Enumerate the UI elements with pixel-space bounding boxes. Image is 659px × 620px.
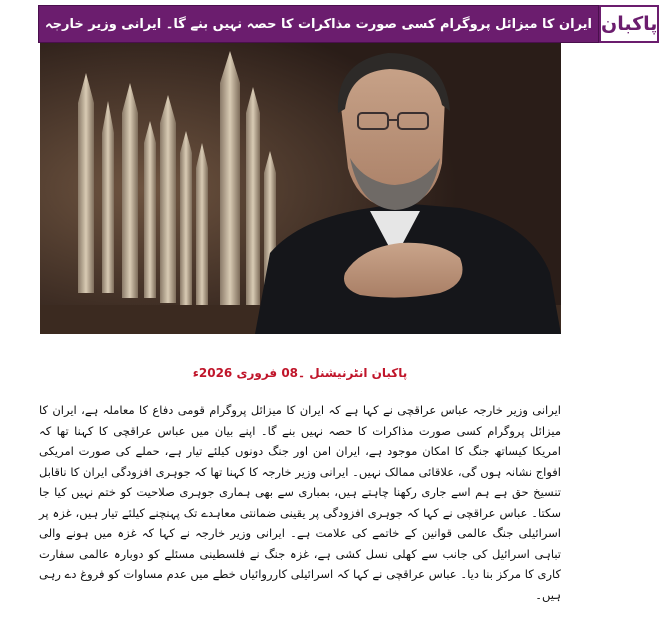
missile <box>180 131 192 305</box>
brand-logo: پاکبان <box>601 13 658 35</box>
header-banner <box>38 5 658 43</box>
dateline: پاکبان انٹرنیشنل ۔08 فروری 2026ء <box>192 366 408 380</box>
article-body: ایرانی وزیر خارجہ عباس عراقچی نے کہا ہے کہ ایران کا میزائل پروگرام قومی دفاع کا معاملہ ہے، ایران کا میزائل پروگرام کسی صورت مذاکرات کا حصہ نہیں بنے گا۔ اپنے بیان میں عباس عراقچی کا کہنا تھا کہ امریکا کیساتھ جنگ کا امکان موجود ہے، ایران امن اور جنگ دونوں کیلئے تیار ہے، حملے کی صورت امریکی افواج نشانہ ہوں گی، علاقائی ممالک نہیں۔ ایرانی وزیر خارجہ کا کہنا تھا کہ جوہری افزودگی ایران کا ناقابل تنسیخ حق ہے ہم اسے جاری رکھنا چاہتے ہیں، بمباری سے بھی ہماری جوہری صلاحیت کو ختم نہیں کیا جا سکتا۔ عباس عراقچی نے کہا کہ جوہری افزودگی پر یقینی ضمانتی معاہدے تک پہنچنے کیلئے تیار ہیں، غزہ پر اسرائیلی جنگ عالمی قوانین کے خاتمے کی علامت ہے۔ ایرانی وزیر خارجہ نے کہا کہ غزہ میں ہونے والی تباہی اسرائیل کی جانب سے کھلی نسل کشی ہے، غزہ جنگ نے فلسطینی مسئلے کو دوبارہ عالمی سفارت کاری کا مرکز بنا دیا۔ عباس عراقچی نے کہا کہ اسرائیلی کارروائیاں خطے میں عدم مساوات کو فروغ دے رہی ہیں۔ <box>39 403 561 602</box>
headline-text: ایران کا میزائل پروگرام کسی صورت مذاکرات کا حصہ نہیں بنے گا۔ ایرانی وزیر خارجہ <box>45 16 592 32</box>
missile <box>220 51 240 311</box>
missile <box>144 121 156 298</box>
missile <box>246 87 260 311</box>
photo-illustration <box>40 43 561 334</box>
missile <box>160 95 176 303</box>
missile <box>102 101 114 293</box>
missile <box>122 83 138 298</box>
missile <box>196 143 208 305</box>
headline-bar <box>38 5 599 43</box>
news-photo <box>40 43 561 334</box>
brand-logo-box <box>599 5 659 43</box>
missile <box>78 73 94 293</box>
